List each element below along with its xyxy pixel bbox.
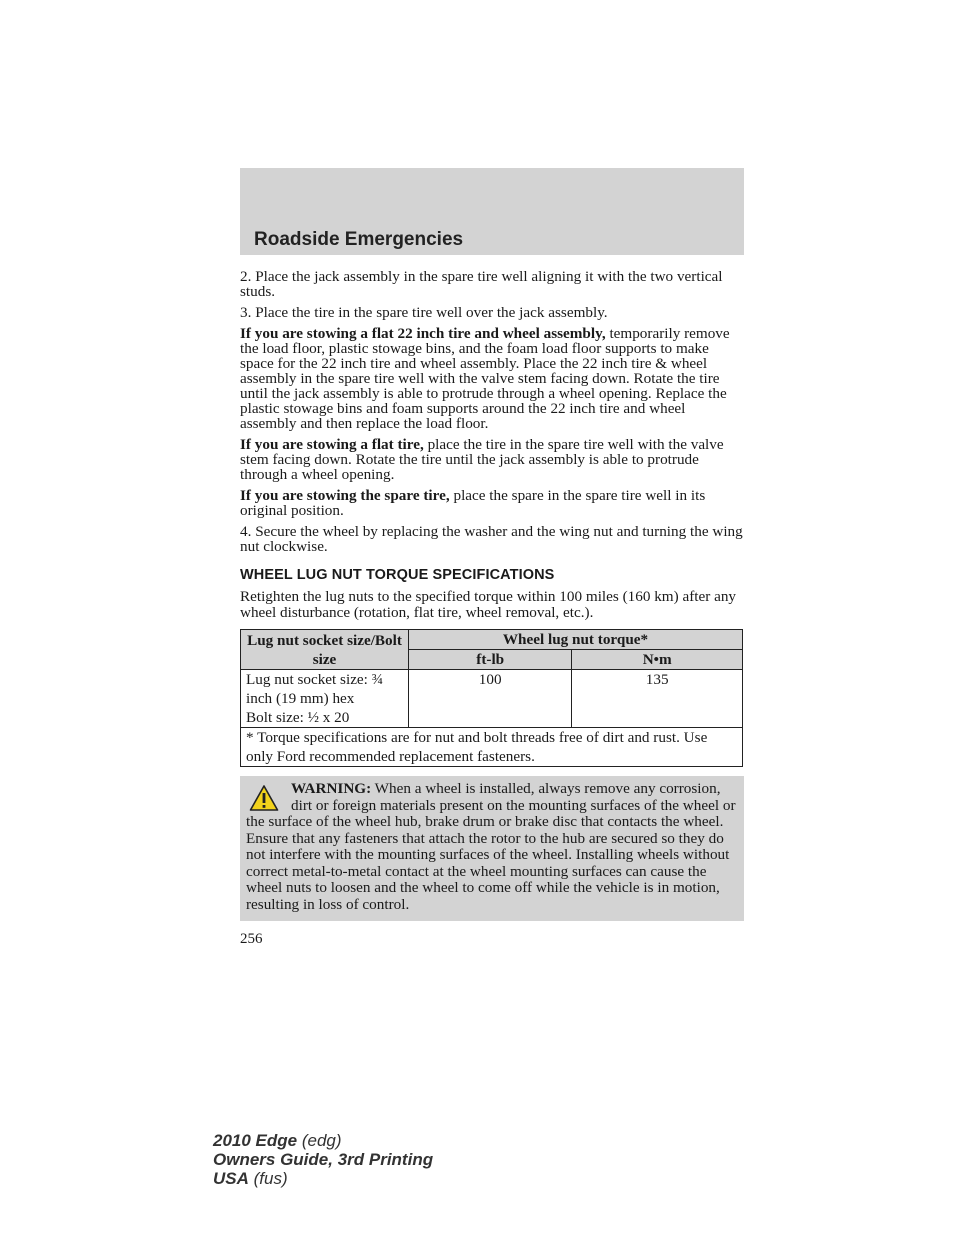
footer-model: 2010 Edge: [213, 1131, 298, 1150]
col-nm-header: N•m: [572, 650, 743, 670]
torque-spec-table: [240, 629, 743, 767]
size-line-2: inch (19 mm) hex: [246, 690, 355, 707]
warning-triangle-icon: [249, 784, 279, 812]
footer-region: USA: [213, 1169, 249, 1188]
flat-tire-lead: If you are stowing a flat tire,: [240, 436, 424, 453]
section-heading: WHEEL LUG NUT TORQUE SPECIFICATIONS: [240, 567, 555, 583]
spare-tire-lead: If you are stowing the spare tire,: [240, 487, 450, 504]
flat-22-paragraph: [240, 326, 744, 431]
flat-22-text: temporarily remove the load floor, plastic stowage bins, and the foam load floor supports to make space for the 22 inch tire and wheel assembly. Place the 22 inch tire & wheel assembly in the spare tire well with the valve stem facing down. Rotate the tire until the jack assembly is able to protrude through a wheel opening. Replace the plastic stowage bins and foam supports around the 22 inch tire and wheel assembly and then replace the load floor.: [240, 325, 730, 432]
size-line-1: Lug nut socket size: ¾: [246, 671, 384, 688]
table-footnote: * Torque specifications are for nut and bolt threads free of dirt and rust. Use only Ford recommended replacement fasteners.: [241, 728, 743, 767]
table-footnote-row: [241, 728, 743, 767]
footer-guide: Owners Guide, 3rd Printing: [213, 1150, 434, 1169]
nm-cell: 135: [572, 670, 743, 728]
footer-guide-line: [213, 1150, 433, 1169]
size-cell: [241, 670, 409, 728]
page-number: 256: [240, 931, 263, 947]
step-4: 4. Secure the wheel by replacing the washer and the wing nut and turning the wing nut clockwise.: [240, 523, 743, 555]
step-3: 3. Place the tire in the spare tire well over the jack assembly.: [240, 304, 608, 321]
warning-label: WARNING:: [291, 780, 372, 797]
flat-tire-text: place the tire in the spare tire well with the valve stem facing down. Rotate the tire until the jack assembly is able to protrude through a wheel opening.: [240, 436, 724, 483]
spare-tire-paragraph: [240, 488, 744, 518]
torque-group-header: Wheel lug nut torque*: [409, 630, 743, 650]
table-header-row: [241, 630, 743, 650]
warning-text: When a wheel is installed, always remove any corrosion, dirt or foreign materials present on the mounting surfaces of the wheel or the surface of the wheel hub, brake drum or brake disc that contacts the wheel. Ensure that any fasteners that attach the rotor to the hub are secured so they do not interfere with the mounting surfaces of the wheel. Installing wheels without correct metal-to-metal contact at the wheel mounting surfaces can cause the wheel nuts to loosen and the wheel to come off while the vehicle is in motion, resulting in loss of control.: [246, 780, 736, 913]
size-line-3: Bolt size: ½ x 20: [246, 709, 350, 726]
header-band: [240, 168, 744, 255]
step-2: 2. Place the jack assembly in the spare tire well aligning it with the two vertical studs.: [240, 268, 723, 300]
ftlb-cell: 100: [409, 670, 572, 728]
footer-model-code: (edg): [297, 1131, 342, 1150]
warning-box: [240, 776, 744, 921]
table-row: [241, 670, 743, 728]
page-title: Roadside Emergencies: [254, 229, 464, 250]
footer: [213, 1131, 433, 1188]
footer-model-line: [213, 1131, 433, 1150]
footer-region-line: [213, 1169, 433, 1188]
flat-tire-paragraph: [240, 437, 744, 482]
flat-22-lead: If you are stowing a flat 22 inch tire and wheel assembly,: [240, 325, 606, 342]
col-ftlb-header: ft-lb: [409, 650, 572, 670]
main-content: [240, 269, 744, 947]
spare-tire-text: place the spare in the spare tire well in its original position.: [240, 487, 706, 519]
footer-region-code: (fus): [248, 1169, 288, 1188]
section-intro: Retighten the lug nuts to the specified torque within 100 miles (160 km) after any wheel disturbance (rotation, flat tire, wheel removal, etc.).: [240, 588, 737, 621]
col-size-header: Lug nut socket size/Bolt size: [241, 630, 409, 670]
